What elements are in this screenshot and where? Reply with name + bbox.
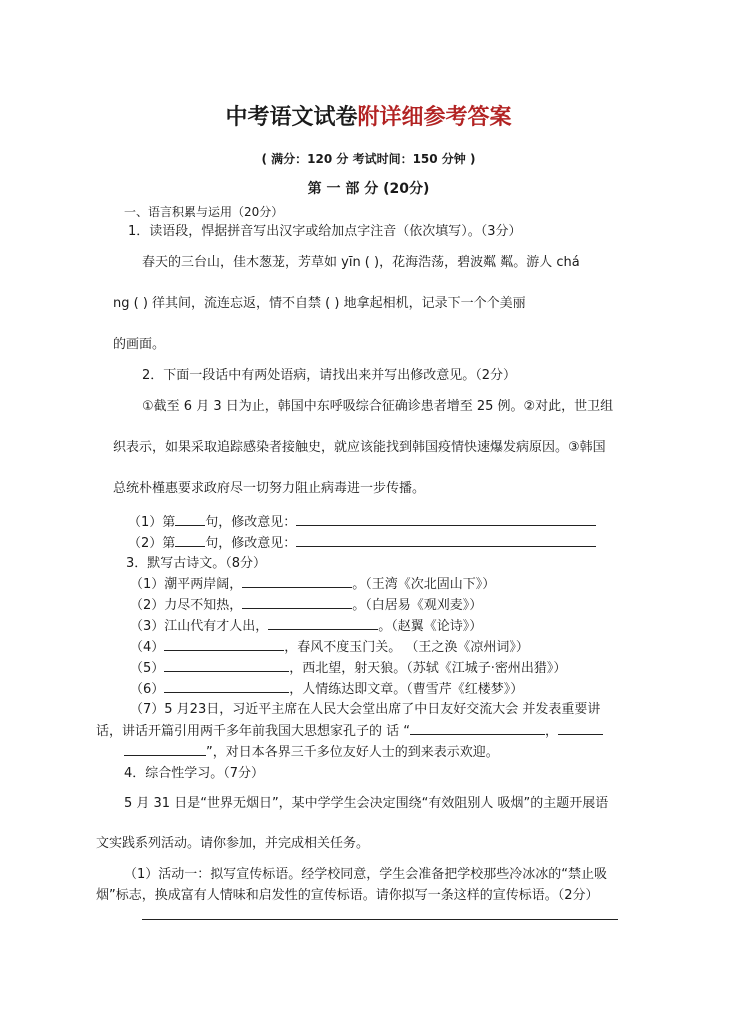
q2-answer-1-label2: 句，修改意见： xyxy=(205,515,297,530)
q2-answer-1-label: （1）第 xyxy=(128,515,176,530)
q3-item-6-text: ，人情练达即文章。（曹雪芹《红楼梦》） xyxy=(289,682,524,697)
blank[interactable] xyxy=(296,513,596,526)
q3-prompt: 3．默写古诗文。（8分） xyxy=(126,556,267,571)
q1-line1: 春天的三台山，佳木葱茏，芳草如 yīn ( )，花海浩荡，碧波粼 粼。游人 chá xyxy=(142,255,580,270)
q1-line3: 的画面。 xyxy=(113,337,166,352)
q4-prompt: 4．综合性学习。（7分） xyxy=(124,766,265,781)
blank[interactable] xyxy=(164,659,289,672)
q3-item-2-source: 。（白居易《观刈麦》） xyxy=(352,598,483,613)
q2-answer-2-label2: 句，修改意见： xyxy=(205,536,297,551)
q3-item-3 xyxy=(130,617,482,636)
q3-item-4-text: ，春风不度玉门关。 （王之涣《凉州词》） xyxy=(284,640,529,655)
q4-activity1-line2: 烟”标志，换成富有人情味和启发性的宣传标语。请你拟写一条这样的宣传标语。（2分） xyxy=(96,888,599,903)
q2-answer-2-label: （2）第 xyxy=(128,536,176,551)
q3-item-4 xyxy=(130,638,529,657)
q3-item-1-source: 。（王湾《次北固山下》） xyxy=(352,577,496,592)
blank[interactable] xyxy=(242,596,352,609)
q3-item-4-num: （4） xyxy=(130,640,165,655)
q3-item-7-line3 xyxy=(124,743,499,762)
q3-item-5 xyxy=(130,659,566,678)
q2-line3: 总统朴槿惠要求政府尽一切努力阻止病毒进一步传播。 xyxy=(113,481,426,496)
answer-line[interactable] xyxy=(142,919,618,920)
page-title xyxy=(0,102,737,132)
q3-item-3-source: 。（赵翼《论诗》） xyxy=(378,619,483,634)
q3-item-7-line1: （7）5 月23日，习近平主席在人民大会堂出席了中日友好交流大会 并发表重要讲 xyxy=(130,702,601,717)
blank[interactable] xyxy=(175,534,205,547)
blank[interactable] xyxy=(175,513,205,526)
q3-item-1 xyxy=(130,575,495,594)
q3-item-5-text: ，西北望，射天狼。（苏轼《江城子·密州出猎》） xyxy=(289,661,567,676)
q2-prompt: 2．下面一段话中有两处语病，请找出来并写出修改意见。（2分） xyxy=(142,368,517,383)
q2-line1: ①截至 6 月 3 日为止，韩国中东呼吸综合征确诊患者增至 25 例。②对此，世卫组 xyxy=(142,399,614,414)
blank[interactable] xyxy=(124,743,206,756)
q3-item-1-text: （1）潮平两岸阔， xyxy=(130,577,243,592)
q3-item-7-tail: ”，对日本各界三千多位友好人士的到来表示欢迎。 xyxy=(206,745,499,760)
blank[interactable] xyxy=(164,680,289,693)
q3-item-3-text: （3）江山代有才人出， xyxy=(130,619,269,634)
blank[interactable] xyxy=(558,722,603,735)
q3-item-6 xyxy=(130,680,523,699)
q3-item-7-comma: ， xyxy=(545,724,559,739)
section-heading: 一、语言积累与运用（20分） xyxy=(124,205,284,219)
q4-intro-line2: 文实践系列活动。请你参加，并完成相关任务。 xyxy=(96,836,370,851)
q3-item-2-text: （2）力尽不知热， xyxy=(130,598,243,613)
q3-item-7-text: 话，讲话开篇引用两千多年前我国大思想家孔子的 话 “ xyxy=(96,724,410,739)
q4-intro-line1: 5 月 31 日是“世界无烟日”，某中学学生会决定围绕“有效阻别人 吸烟”的主题开展语 xyxy=(124,796,609,811)
blank[interactable] xyxy=(164,638,284,651)
part-heading: 第 一 部 分 (20分) xyxy=(307,181,430,197)
exam-info: ( 满分：120 分 考试时间：150 分钟 ) xyxy=(261,152,476,166)
blank[interactable] xyxy=(296,534,596,547)
q3-item-5-num: （5） xyxy=(130,661,165,676)
title-main: 中考语文试卷 xyxy=(225,104,358,130)
blank[interactable] xyxy=(242,575,352,588)
q2-line2: 织表示，如果采取追踪感染者接触史，就应该能找到韩国疫情快速爆发病原因。③韩国 xyxy=(113,440,606,455)
title-accent: 附详细参考答案 xyxy=(357,104,512,130)
q3-item-2 xyxy=(130,596,482,615)
q2-answer-1 xyxy=(128,513,596,532)
q3-item-7-line2 xyxy=(96,722,603,741)
q1-prompt: 1．读语段，悍据拼音写出汉字或给加点字注音（依次填写）。（3分） xyxy=(128,224,522,239)
blank[interactable] xyxy=(268,617,378,630)
blank[interactable] xyxy=(410,722,545,735)
q2-answer-2 xyxy=(128,534,596,553)
q4-activity1-line1: （1）活动一：拟写宣传标语。经学校同意，学生会准备把学校那些冷冰冰的“禁止吸 xyxy=(124,867,608,882)
q1-line2: ng ( ) 徉其间，流连忘返，情不自禁 ( ) 地拿起相机，记录下一个个美丽 xyxy=(113,296,526,311)
q3-item-6-num: （6） xyxy=(130,682,165,697)
